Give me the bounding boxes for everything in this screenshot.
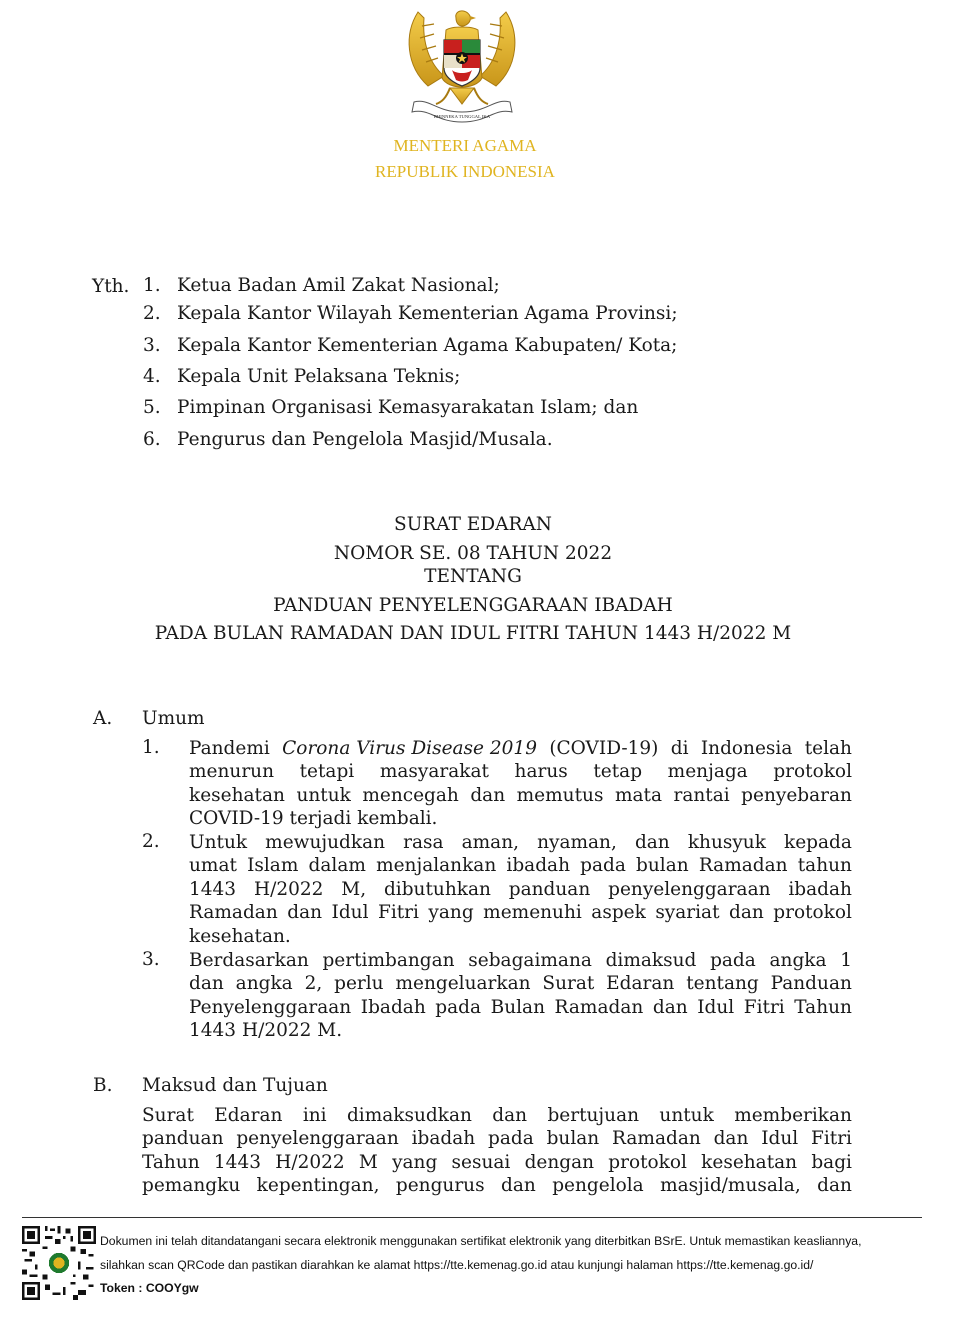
paragraph-line — [142, 1127, 852, 1150]
document-number: NOMOR SE. 08 TAHUN 2022 — [333, 543, 613, 564]
paragraph-line-text: Tahun 1443 H/2022 M yang sesuai dengan protokol kesehatan bagi — [142, 1151, 852, 1173]
paragraph-line-text: menurun tetapi masyarakat harus tetap menjaga protokol — [189, 761, 852, 783]
recipient-number: 5. — [143, 397, 161, 418]
section-b-paragraph — [142, 1104, 852, 1198]
paragraph-line — [142, 1151, 852, 1174]
recipient-number: 6. — [143, 429, 161, 450]
header-line-2: REPUBLIK INDONESIA — [375, 162, 555, 181]
paragraph-line-text: Penyelenggaraan Ibadah pada Bulan Ramadan dan Idul Fitri Tahun — [189, 996, 852, 1018]
paragraph-line — [189, 737, 852, 760]
paragraph-line-text: pemangku kepentingan, pengurus dan pengelola masjid/musala, dan — [142, 1175, 852, 1197]
paragraph-line-text: Surat Edaran ini dimaksudkan dan bertujuan untuk memberikan — [142, 1105, 852, 1126]
paragraph-line: COVID-19 terjadi kembali. — [189, 808, 438, 830]
qr-code-icon[interactable] — [22, 1226, 96, 1300]
section-a-item-number: 3. — [142, 949, 160, 970]
document-about-label: TENTANG — [424, 566, 522, 587]
section-b-letter: B. — [93, 1075, 113, 1096]
header-line-1: MENTERI AGAMA — [393, 136, 537, 155]
section-b-title: Maksud dan Tujuan — [142, 1075, 328, 1096]
paragraph-line-text: Berdasarkan pertimbangan sebagaimana dimaksud pada angka 1 — [189, 950, 852, 971]
recipient-number: 3. — [143, 335, 161, 356]
footer-verification-notice: silahkan scan QRCode dan pastikan diarahkan ke alamat https://tte.kemenag.go.id atau kunjungi halaman https://tte.kemenag.go.id/ — [100, 1258, 814, 1272]
paragraph-line-text: Ramadan dan Idul Fitri yang memenuhi aspek syariat dan protokol — [189, 902, 852, 924]
paragraph-line — [142, 1174, 852, 1197]
paragraph-line: 1443 H/2022 M. — [189, 1020, 343, 1042]
paragraph-line — [189, 996, 852, 1019]
paragraph-line-text: kesehatan untuk mencegah dan memutus mata rantai penyebaran — [189, 784, 852, 806]
recipient-text: Kepala Unit Pelaksana Teknis; — [177, 366, 461, 387]
document-type: SURAT EDARAN — [394, 514, 552, 535]
paragraph-line-text: dan angka 2, perlu mengeluarkan Surat Edaran tentang Panduan — [189, 973, 852, 995]
paragraph-line-text: 1443 H/2022 M, dibutuhkan panduan penyelenggaraan ibadah — [189, 878, 852, 900]
recipient-prefix: Yth. — [92, 276, 130, 297]
recipient-text: Kepala Kantor Wilayah Kementerian Agama Provinsi; — [177, 303, 678, 324]
paragraph-line-text: Pandemi Corona Virus Disease 2019 (COVID-19) di Indonesia telah — [189, 738, 852, 759]
paragraph-line: kesehatan. — [189, 925, 291, 947]
garuda-emblem-icon — [400, 4, 524, 126]
section-a-item-2 — [189, 831, 852, 948]
paragraph-line — [142, 1104, 852, 1127]
section-a-item-number: 2. — [142, 831, 160, 852]
paragraph-line — [189, 972, 852, 995]
document-subject-line-1: PANDUAN PENYELENGGARAAN IBADAH — [273, 595, 673, 616]
recipient-number: 1. — [143, 275, 161, 296]
paragraph-line-text: panduan penyelenggaraan ibadah pada bulan Ramadan dan Idul Fitri — [142, 1128, 852, 1150]
paragraph-line — [189, 760, 852, 783]
recipient-number: 4. — [143, 366, 161, 387]
document-subject-line-2: PADA BULAN RAMADAN DAN IDUL FITRI TAHUN 1443 H/2022 M — [154, 623, 792, 644]
paragraph-line — [189, 854, 852, 877]
paragraph-line-text: umat Islam dalam menjalankan ibadah pada bulan Ramadan tahun — [189, 855, 852, 877]
section-a-title: Umum — [142, 708, 205, 729]
footer-signature-notice: Dokumen ini telah ditandatangani secara elektronik menggunakan sertifikat elektronik yang diterbitkan BSrE. Untuk memastikan keasliannya, — [100, 1234, 862, 1248]
paragraph-line-text: Untuk mewujudkan rasa aman, nyaman, dan khusyuk kepada — [189, 832, 852, 853]
paragraph-line — [189, 831, 852, 854]
recipient-text: Ketua Badan Amil Zakat Nasional; — [177, 275, 500, 296]
section-a-item-1 — [189, 737, 852, 831]
footer-divider — [22, 1217, 922, 1218]
recipient-text: Pengurus dan Pengelola Masjid/Musala. — [177, 429, 553, 450]
recipient-text: Kepala Kantor Kementerian Agama Kabupaten/ Kota; — [177, 335, 678, 356]
recipient-text: Pimpinan Organisasi Kemasyarakatan Islam; dan — [177, 397, 639, 418]
paragraph-line — [189, 949, 852, 972]
paragraph-line — [189, 878, 852, 901]
section-a-item-number: 1. — [142, 737, 160, 758]
footer-token: Token : COOYgw — [100, 1281, 199, 1295]
section-a-item-3 — [189, 949, 852, 1043]
paragraph-line — [189, 901, 852, 924]
paragraph-line — [189, 784, 852, 807]
recipient-number: 2. — [143, 303, 161, 324]
section-a-letter: A. — [93, 708, 113, 729]
emblem-motto: BHINNEKA TUNGGAL IKA — [433, 114, 491, 119]
